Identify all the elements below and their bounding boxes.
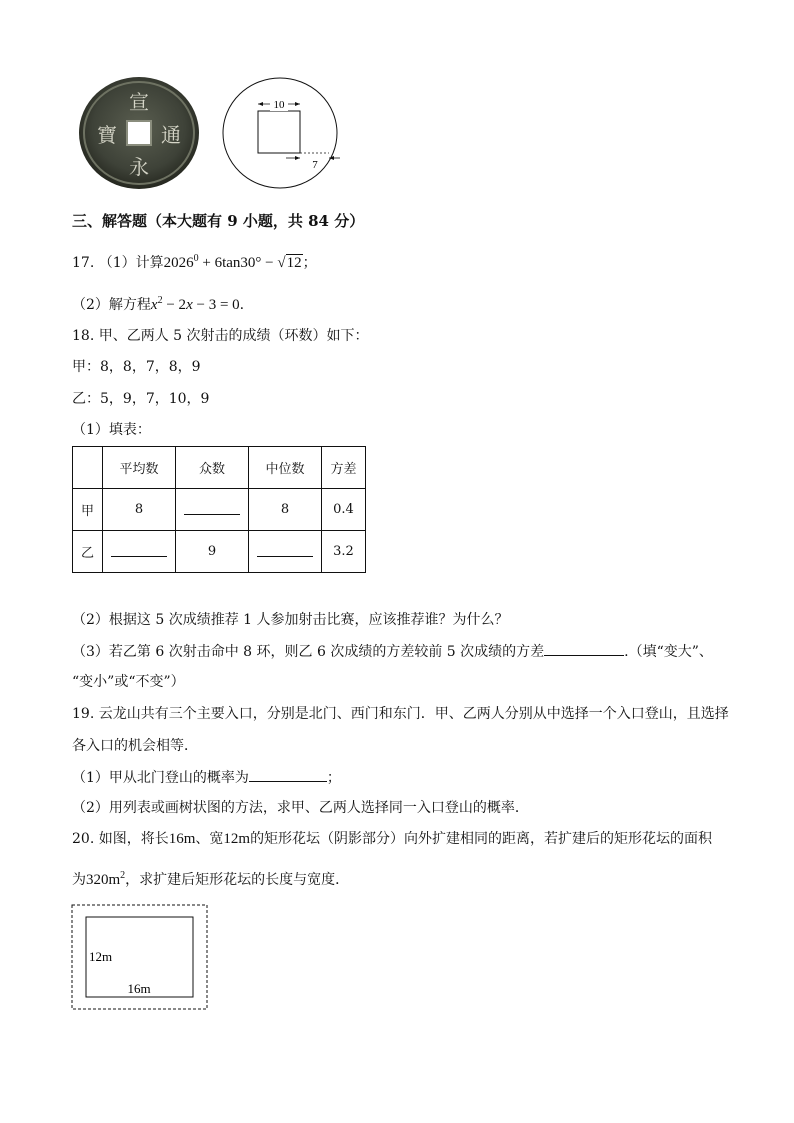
width-label: 12m [89,949,113,964]
q18-intro: 18. 甲、乙两人 5 次射击的成绩（环数）如下： [72,328,369,344]
q17-base: 2026 [163,255,194,271]
q18-part3-cont: “变小”或“不变”） [72,674,185,690]
coin-char-bottom: 永 [129,155,149,179]
table-header: 众数 [176,447,249,489]
q17-eq-end: − 3 = 0 [192,297,240,313]
coin-diagram [220,76,342,190]
table-header [73,447,103,489]
q18-part3 [72,641,713,662]
var-x: x [150,297,158,313]
q17-part2-label: （2）解方程 [72,297,151,313]
var-x-2: x [186,297,193,313]
table-header: 平均数 [103,447,176,489]
sqrt-sign: √ [277,255,286,271]
q19-line2: 各入口的机会相等． [72,738,198,754]
q18-jia-scores: 甲：8，8，7，8，9 [72,359,201,375]
answer-blank[interactable] [184,500,240,515]
cell-mean-blank[interactable] [103,531,176,573]
square-side-label: 10 [273,99,285,111]
cell-mean: 8 [103,489,176,531]
q19-part1 [72,767,341,788]
q18-yi-scores: 乙：5，9，7，10，9 [72,391,210,407]
q20-area-exponent: 2 [120,870,126,881]
q20-text-d: 为 [72,872,86,888]
answer-blank[interactable] [111,542,167,557]
q20-length: 16m [168,831,196,847]
cell-mode: 9 [176,531,249,573]
q18-part3-text: （3）若乙第 6 次射击命中 8 环，则乙 6 次成绩的方差较前 5 次成绩的方差 [72,644,545,660]
coin-char-top: 宣 [129,90,149,114]
score-table [72,446,366,573]
q19-line1: 19. 云龙山共有三个主要入口，分别是北门、西门和东门．甲、乙两人分别从中选择一个入口登山，且选择 [72,706,729,722]
q17-part2 [72,291,244,315]
table-header: 方差 [322,447,366,489]
q20-line1 [72,829,712,849]
q18-part1: （1）填表： [72,422,151,438]
cell-median: 8 [249,489,322,531]
q17-number: 17. [72,255,95,271]
q17-middle: + 6tan30° − [198,255,278,271]
q17-radicand: 12 [286,255,302,271]
row-name: 乙 [73,531,103,573]
coin-figure [78,76,200,190]
flowerbed-diagram [70,902,210,1012]
cell-variance: 3.2 [322,531,366,573]
q18-part3-options: .（填“变大”、 [624,644,713,660]
q17-expression [164,255,303,271]
row-name: 甲 [73,489,103,531]
q17-exponent: 0 [193,253,199,264]
q20-area [86,872,125,888]
q17-equation [151,297,240,313]
answer-blank[interactable] [257,542,313,557]
gap-label: 7 [312,159,318,171]
answer-blank[interactable] [249,767,327,782]
table-header-row [73,447,366,489]
q17-period: . [239,297,245,313]
answer-blank[interactable] [544,641,624,656]
cell-variance: 0.4 [322,489,366,531]
table-row [73,489,366,531]
coin-char-left: 寶 [97,123,117,147]
q19-part1-text: （1）甲从北门登山的概率为 [72,770,249,786]
q18-part2: （2）根据这 5 次成绩推荐 1 人参加射击比赛，应该推荐谁？为什么？ [72,612,509,628]
q19-part2: （2）用列表或画树状图的方法，求甲、乙两人选择同一入口登山的概率． [72,800,529,816]
q20-text-b: 、宽 [195,831,224,847]
q17-end-mark: ； [302,255,317,271]
q17-eq-exponent: 2 [157,295,163,306]
q17-eq-term: − 2 [162,297,187,313]
q19-part1-end: ； [326,770,341,786]
table-row [73,531,366,573]
coin-char-right: 通 [161,123,181,147]
section-heading: 三、解答题（本大题有 9 小题，共 84 分） [72,212,365,230]
q20-text-e: ，求扩建后矩形花坛的长度与宽度． [125,872,350,888]
q20-width: 12m [223,831,251,847]
length-label: 16m [127,981,151,996]
q20-text-c: 的矩形花坛（阴影部分）向外扩建相同的距离，若扩建后的矩形花坛的面积 [250,831,713,847]
q20-area-value: 320m [86,872,121,888]
q17-part1-label: （1）计算 [98,255,164,271]
q20-text-a: 20. 如图，将长 [72,831,169,847]
cell-mode-blank[interactable] [176,489,249,531]
q20-line2 [72,866,349,890]
cell-median-blank[interactable] [249,531,322,573]
q17-part1 [72,249,317,273]
table-header: 中位数 [249,447,322,489]
